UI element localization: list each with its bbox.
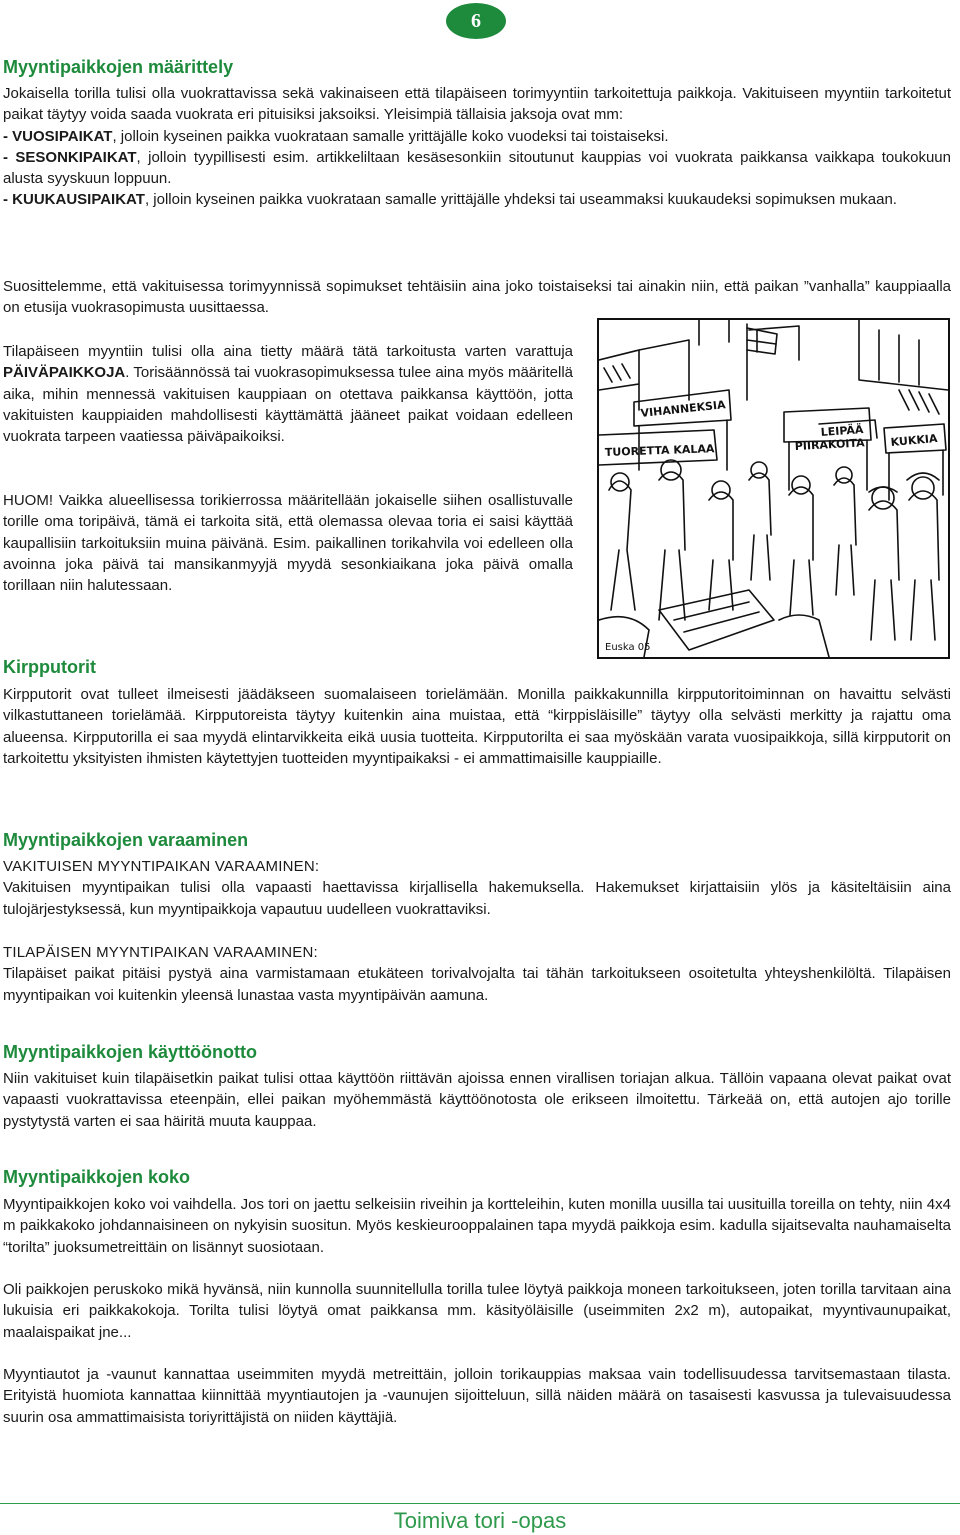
sign-kukkia: KUKKIA <box>890 431 939 449</box>
koko-text-1: Myyntipaikkojen koko voi vaihdella. Jos tori on jaettu selkeisiin riveihin ja kortteleihin, kuten monilla uusilla tai uusituilla toreilla on tehty, niin 4x4 m paikkakoko johdannaisineen on nykyisin suositun. Myös keskieurooppalainen tapa myydä paikkoja esim. kadulla sijaitsevalta nauhamaiselta “torilta” juoksumetreittäin on lisännyt suosiotaan. <box>3 1196 951 1256</box>
kirpputorit-text: Kirpputorit ovat tulleet ilmeisesti jäädäkseen suomalaiseen torielämään. Monilla paikkakunnilla kirpputoritoiminnan on havaittu selvästi vilkastuttaneen torielämää. Kirpputoreista täytyy kuitenkin aina muistaa, että “kirppisläisille” täytyy olla selvästi merkitty ja rajattu oma alueensa. Kirpputorilla ei saa myydä elintarvikkeita eikä uusia tuotteita. Kirpputorilta ei saa myöskään varata vuosipaikkoja, sillä kirpputorit on tarkoitettu yksityisten ihmisten käytettyjen tuotteiden myyntipaikaksi - ei ammattimaisille kauppiaille. <box>3 686 951 767</box>
temp-after: . Torisäännössä tai vuokrasopimuksessa tulee aina myös määritellä aika, mihin mennessä vakituisen kauppiaan on otettava paikkansa käyttöön, jotta vakituisten kauppiaiden mahdollisesti käyttämättä jääneet paikat voidaan edelleen vuokrata tarpeen vaatiessa päiväpaikoiksi. <box>3 364 573 446</box>
item-sesonkipaikat-text: , jolloin tyypillisesti esim. artikkeliltaan kesäsesonkiin sitoutunut kauppias voi vuokrata paikkansa vaikkapa toukokuun alusta syyskuun loppuun. <box>3 148 951 188</box>
varaaminen-block-permanent <box>3 856 951 920</box>
kayttoonotto-text: Niin vakituiset kuin tilapäisetkin paikat tulisi ottaa käyttöön riittävän ajoissa ennen virallisen toriajan alkua. Tällöin vapaana olevat paikat ovat vapaasti vuokrattavissa eteenpäin, ellei paikan myöhemmästä käyttöönotosta ole erikseen ilmoitettu. Tärkeää on, että autojen ajo torille pystytystä varten ei saa häiritä muuta kauppaa. <box>3 1070 951 1130</box>
heading-myyntipaikkojen-kayttoonotto: Myyntipaikkojen käyttöönotto <box>3 1042 258 1062</box>
huom-paragraph <box>3 490 573 596</box>
sign-leipaa: LEIPÄÄ <box>820 423 864 439</box>
page-number-badge: 6 <box>446 3 506 39</box>
subheading-tilapaisen: TILAPÄISEN MYYNTIPAIKAN VARAAMINEN: <box>3 944 318 961</box>
koko-text-2: Oli paikkojen peruskoko mikä hyvänsä, niin kunnolla suunnitellulla torilla tulee löytyä paikkoja moneen tarkoitukseen, joten torilla tarvitaan aina lukuisia eri paikkakokoja. Torilta tulisi löytyä omat paikkansa mm. käsityöläisille (useimmiten 2x2 m), autopaikat, myyntivaunupaikat, maalaispaikat jne... <box>3 1281 951 1341</box>
item-vuosipaikat-text: , jolloin kyseinen paikka vuokrataan samalle yrittäjälle koko vuodeksi tai toistaiseksi. <box>112 127 669 145</box>
item-kuukausipaikat <box>3 189 951 210</box>
kayttoonotto-paragraph <box>3 1068 951 1132</box>
koko-text-3: Myyntiautot ja -vaunut kannattaa useimmiten myydä metreittäin, jolloin torikauppias maksaa vain todellisuudessa tarvitsemastaan tilasta. Erityistä huomiota kannattaa kiinnittää myyntiautojen ja -vaunujen sijoitteluun, sillä näiden määrä on tasaisesti kasvussa ja tulevaisuudessa suurin osa ammattimaisista toriyrittäjistä on niiden käyttäjiä. <box>3 1366 951 1426</box>
sign-vihanneksia: VIHANNEKSIA <box>639 398 727 420</box>
kirpputorit-paragraph <box>3 684 951 769</box>
heading-myyntipaikkojen-varaaminen: Myyntipaikkojen varaaminen <box>3 830 249 850</box>
temporary-places-paragraph <box>3 341 573 447</box>
koko-paragraph-1 <box>3 1194 951 1258</box>
heading-kirpputorit: Kirpputorit <box>3 657 96 677</box>
temp-before: Tilapäiseen myyntiin tulisi olla aina tietty määrä tätä tarkoitusta varten varattuja <box>3 343 573 360</box>
footer-title: Toimiva tori -opas <box>393 1508 567 1533</box>
item-sesonkipaikat <box>3 147 951 190</box>
heading-myyntipaikkojen-koko: Myyntipaikkojen koko <box>3 1167 191 1187</box>
footer-divider <box>0 1503 960 1504</box>
varaaminen-block-temporary <box>3 942 951 1006</box>
tilapaisen-text: Tilapäiset paikat pitäisi pystyä aina varmistamaan etukäteen torivalvojalta tai tähän tarkoitukseen osoitetulta yhteyshenkilöltä. Tilapäisen myyntipaikan voi kuitenkin yleensä lunastaa vasta myyntipäivän aamuna. <box>3 965 951 1004</box>
recommendation-text: Suosittelemme, että vakituisessa torimyynnissä sopimukset tehtäisiin aina joko toistaiseksi tai ainakin niin, että paikan ”vanhalla” kauppiaalla on etusija vuokrasopimusta uusittaessa. <box>3 278 951 317</box>
huom-text: HUOM! Vaikka alueellisessa torikierrossa määritellään jokaiselle siihen osallistuvalle torille oma toripäivä, tämä ei tarkoita sitä, että olemassa olevaa toria ei saisi käyttää kaupallisiin tarkoituksiin muina päivänä. Esim. paikallinen torikahvila voi edelleen olla avoinna joka päivä tai mansikanmyyjä myydä sesonkiaikana joka päivä omalla torillaan niin halutessaan. <box>3 492 573 595</box>
market-sketch-image <box>599 320 948 657</box>
temporary-places-text <box>3 341 573 447</box>
sign-tuoretta-kalaa: TUORETTA KALAA <box>604 442 715 459</box>
heading-myyntipaikkojen-maarittely: Myyntipaikkojen määrittely <box>3 57 234 77</box>
item-kuukausipaikat-label: - KUUKAUSIPAIKAT <box>3 191 145 209</box>
definition-intro: Jokaisella torilla tulisi olla vuokrattavissa sekä vakinaiseen että tilapäiseen torimyyntiin tarkoitettuja paikkoja. Vakituiseen myyntiin tarkoitetut paikat täytyy voida saada vuokrata eri pituisiksi jaksoiksi. Yleisimpiä tällaisia jaksoja ovat mm: <box>3 85 951 124</box>
item-kuukausipaikat-text: , jolloin kyseinen paikka vuokrataan samalle yrittäjälle yhdeksi tai useammaksi kuukaudeksi sopimuksen mukaan. <box>144 191 897 209</box>
artist-signature: Euska 05 <box>605 642 651 653</box>
subheading-vakituisen: VAKITUISEN MYYNTIPAIKAN VARAAMINEN: <box>3 858 320 875</box>
paivapaikkoja-label: PÄIVÄPAIKKOJA <box>3 364 126 382</box>
recommendation-paragraph <box>3 276 951 319</box>
koko-paragraph-3 <box>3 1364 951 1428</box>
item-vuosipaikat-label: - VUOSIPAIKAT <box>3 127 113 145</box>
vakituisen-text: Vakituisen myyntipaikan tulisi olla vapaasti haettavissa kirjallisella hakemuksella. Hakemukset kirjattaisiin ylös ja käsiteltäisiin aina tulojärjestyksessä, kun myyntipaikkoja vapautuu uudelleen vuokrattaviksi. <box>3 879 951 918</box>
item-sesonkipaikat-label: - SESONKIPAIKAT <box>3 148 137 166</box>
market-illustration <box>597 318 950 659</box>
sign-piirakoita: PIIRAKOITA <box>794 436 865 453</box>
item-vuosipaikat <box>3 126 951 147</box>
section-definition-text <box>3 83 951 211</box>
koko-paragraph-2 <box>3 1279 951 1343</box>
